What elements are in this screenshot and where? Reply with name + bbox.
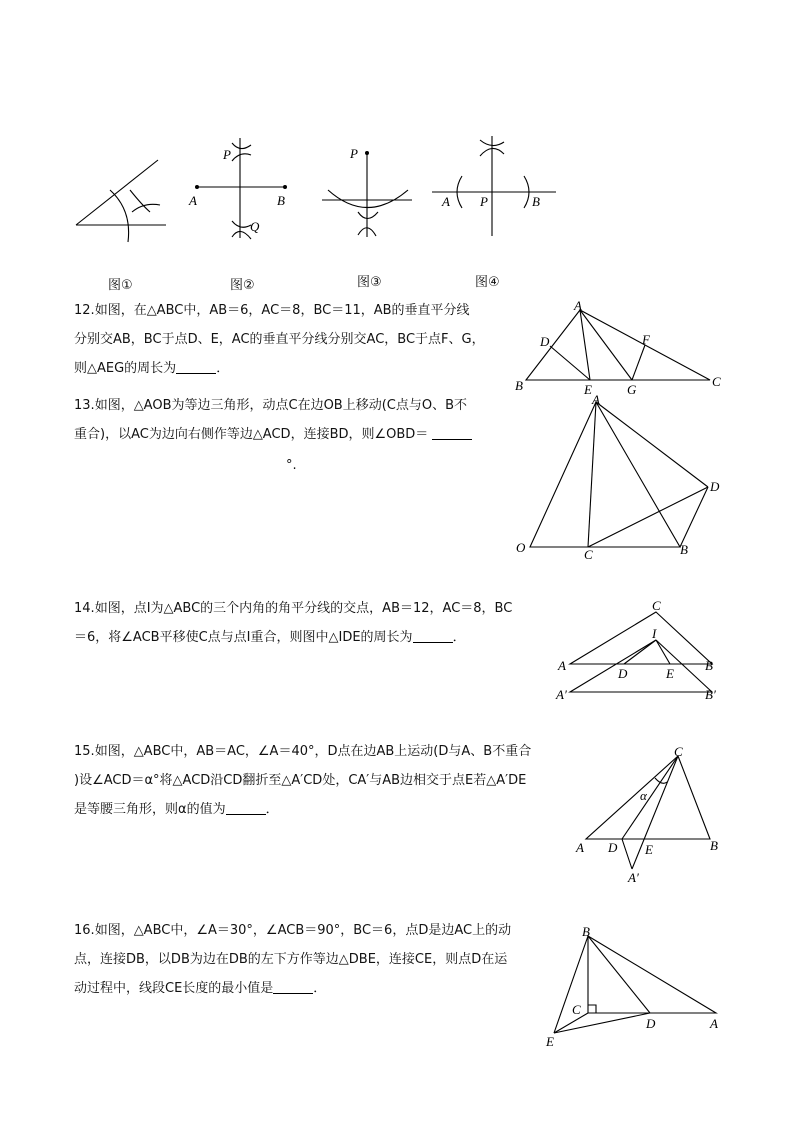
q16-label-D: D	[646, 1016, 656, 1031]
q13-line-1: 13.如图，△AOB为等边三角形，动点C在边OB上移动(C点与O、B不	[74, 398, 468, 413]
q13-number: 13.	[74, 398, 95, 413]
q15-label-B: B	[710, 838, 718, 853]
q16-answer-blank[interactable]	[273, 979, 313, 994]
q16-label-C: C	[572, 1002, 581, 1017]
q15-label-alpha: α	[640, 788, 647, 803]
figure-q14	[552, 596, 732, 704]
q12-number: 12.	[74, 303, 95, 318]
q16-line-2: 点，连接DB，以DB为边在DB的左下方作等边△DBE，连接CE，则点D在运	[74, 952, 508, 967]
q15-label-E: E	[645, 842, 653, 857]
fig4-label-B: B	[532, 194, 540, 209]
q13-label-A: A	[592, 392, 600, 407]
q16-label-B: B	[582, 924, 590, 939]
q13-label-C: C	[584, 547, 593, 562]
q12-label-B: B	[515, 378, 523, 393]
question-15	[74, 737, 531, 824]
figure-q15	[570, 742, 730, 887]
q15-line-1: 15.如图，△ABC中，AB＝AC，∠A＝40°，D点在边AB上运动(D与A、B不重合	[74, 744, 532, 759]
q15-label-C: C	[674, 744, 683, 759]
q14-label-B-prime: B′	[705, 687, 716, 702]
caption-fig4: 图④	[475, 275, 500, 290]
q16-line-1: 16.如图，△ABC中，∠A＝30°，∠ACB＝90°，BC＝6，点D是边AC上的动	[74, 923, 512, 938]
q16-number: 16.	[74, 923, 95, 938]
q14-line-2: ＝6，将∠ACB平移使C点与点I重合，则图中△IDE的周长为 ．	[74, 630, 466, 645]
fig2-label-A: A	[189, 193, 197, 208]
q12-line-2: 分别交AB，BC于点D、E，AC的垂直平分线分别交AC，BC于点F、G，	[74, 332, 485, 347]
question-12	[74, 296, 485, 383]
q14-label-A-prime: A′	[556, 687, 567, 702]
q12-line-1: 12.如图，在△ABC中，AB＝6，AC＝8，BC＝11，AB的垂直平分线	[74, 303, 470, 318]
caption-fig2: 图②	[230, 278, 255, 293]
question-16	[74, 916, 511, 1003]
fig3-label-P: P	[350, 146, 358, 161]
q14-line-1: 14.如图，点I为△ABC的三个内角的角平分线的交点，AB＝12，AC＝8，BC	[74, 601, 513, 616]
q13-label-D: D	[710, 479, 720, 494]
caption-fig1: 图①	[108, 278, 133, 293]
q13-tail: °.	[286, 458, 297, 473]
q16-label-A: A	[710, 1016, 718, 1031]
figure-q16	[540, 920, 730, 1050]
q13-line-2: 重合)，以AC为边向右侧作等边△ACD，连接BD，则∠OBD＝	[74, 420, 472, 449]
figure-2	[185, 133, 295, 243]
q13-label-O: O	[516, 540, 526, 555]
figure-4	[428, 128, 558, 240]
q14-label-D: D	[618, 666, 628, 681]
q14-answer-blank[interactable]	[413, 628, 453, 643]
question-13	[74, 391, 472, 449]
figure-q12	[510, 298, 730, 398]
q15-label-A: A	[576, 840, 584, 855]
caption-fig3: 图③	[357, 275, 382, 290]
fig2-label-Q: Q	[250, 219, 260, 234]
q12-label-C: C	[712, 374, 721, 389]
q15-label-D: D	[608, 840, 618, 855]
fig4-label-A: A	[442, 194, 450, 209]
q12-line-3: 则△AEG的周长为 ．	[74, 361, 230, 376]
q14-label-B: B	[705, 658, 713, 673]
figure-3	[318, 140, 418, 240]
q14-label-I: I	[652, 626, 657, 641]
fig4-label-P: P	[480, 194, 488, 209]
fig2-label-B: B	[277, 193, 285, 208]
q16-line-3: 动过程中，线段CE长度的最小值是 ．	[74, 981, 327, 996]
q15-number: 15.	[74, 744, 95, 759]
q15-line-2: )设∠ACD＝α°将△ACD沿CD翻折至△A′CD处，CA′与AB边相交于点E若△A′DE	[74, 773, 527, 788]
q14-number: 14.	[74, 601, 95, 616]
q15-line-3: 是等腰三角形，则α的值为 ．	[74, 802, 279, 817]
fig2-label-P: P	[223, 147, 231, 162]
figure-1	[70, 150, 180, 250]
q15-label-A-prime: A′	[628, 870, 639, 885]
q12-label-F: F	[642, 332, 650, 347]
q12-answer-blank[interactable]	[176, 359, 216, 374]
q13-label-B: B	[680, 542, 688, 557]
q14-label-A: A	[558, 658, 566, 673]
q12-label-G: G	[627, 382, 637, 397]
q12-label-A: A	[574, 298, 582, 313]
q12-label-D: D	[540, 334, 550, 349]
q12-label-E: E	[584, 382, 592, 397]
q14-label-E: E	[666, 666, 674, 681]
q15-answer-blank[interactable]	[226, 800, 266, 815]
q14-label-C: C	[652, 598, 661, 613]
question-14	[74, 594, 512, 652]
q16-label-E: E	[546, 1034, 554, 1049]
q13-answer-blank[interactable]	[432, 425, 472, 440]
figure-q13	[512, 392, 732, 562]
